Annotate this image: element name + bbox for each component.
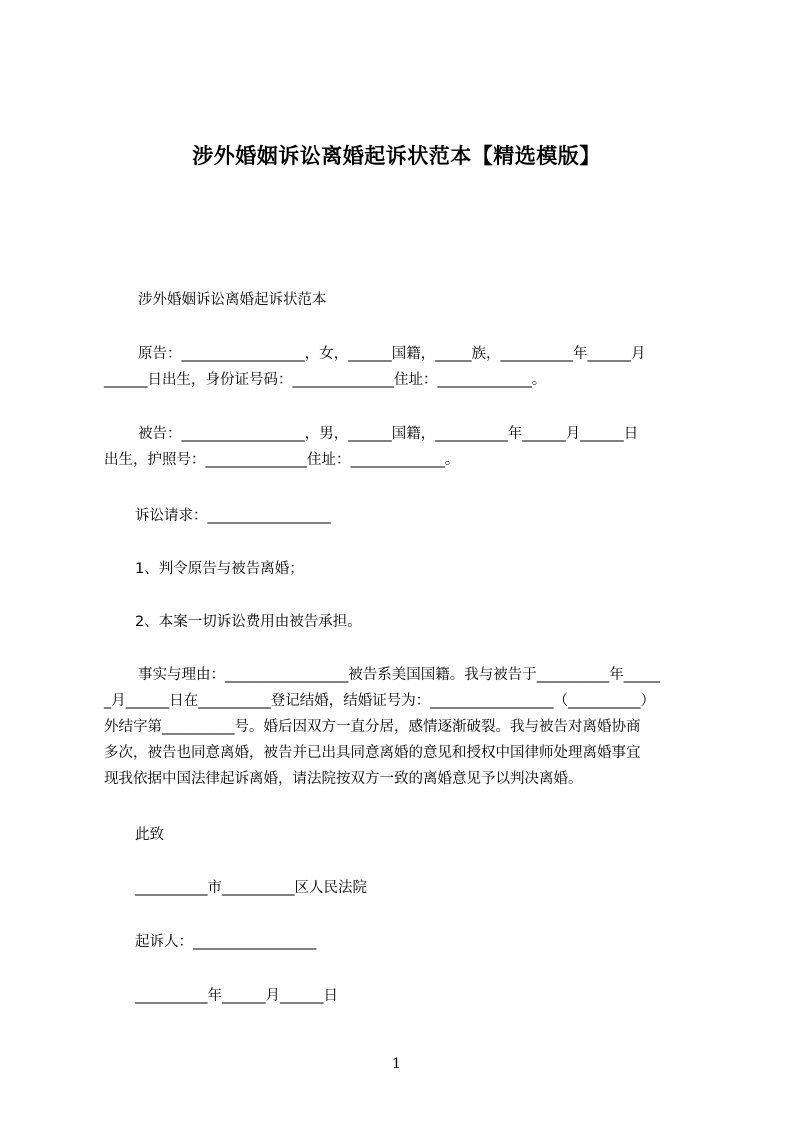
facts-paragraph (104, 662, 700, 792)
defendant-line-1: 被告：_________________，男，______国籍，__________年______月______日 (138, 426, 639, 442)
facts-line-2: _月______日在__________登记结婚，结婚证号为：_________________（__________） (104, 693, 655, 709)
facts-line-4: 多次，被告也同意离婚，被告并已出具同意离婚的意见和授权中国律师处理离婚事宜 (104, 745, 641, 761)
petitioner-line: 起诉人：_________________ (135, 934, 317, 950)
defendant-line-2: 出生，护照号：______________住址：_____________。 (104, 452, 460, 468)
claim-2: 2、本案一切诉讼费用由被告承担。 (135, 614, 362, 630)
document-title: 涉外婚姻诉讼离婚起诉状范本【精选模版】 (192, 144, 601, 168)
salutation: 此致 (135, 827, 164, 843)
page-number: 1 (392, 1056, 401, 1072)
defendant-paragraph (104, 421, 700, 473)
plaintiff-paragraph (104, 341, 700, 393)
facts-line-3: 外结字第__________号。婚后因双方一直分居，感情逐渐破裂。我与被告对离婚协商 (104, 719, 641, 735)
plaintiff-line-2: ______日出生，身份证号码：______________住址：_____________。 (104, 372, 547, 388)
claims-label: 诉讼请求：_________________ (135, 508, 331, 524)
facts-line-1: 事实与理由：_________________被告系美国国籍。我与被告于__________年_____ (138, 667, 660, 683)
court-line: __________市__________区人民法院 (135, 880, 367, 896)
date-line: __________年______月______日 (135, 988, 338, 1004)
plaintiff-line-1: 原告：_________________，女，______国籍，_____族，__________年______月 (138, 346, 646, 362)
section-heading: 涉外婚姻诉讼离婚起诉状范本 (138, 292, 327, 308)
facts-line-5: 现我依据中国法律起诉离婚，请法院按双方一致的离婚意见予以判决离婚。 (104, 771, 583, 787)
claim-1: 1、判令原告与被告离婚； (135, 561, 304, 577)
